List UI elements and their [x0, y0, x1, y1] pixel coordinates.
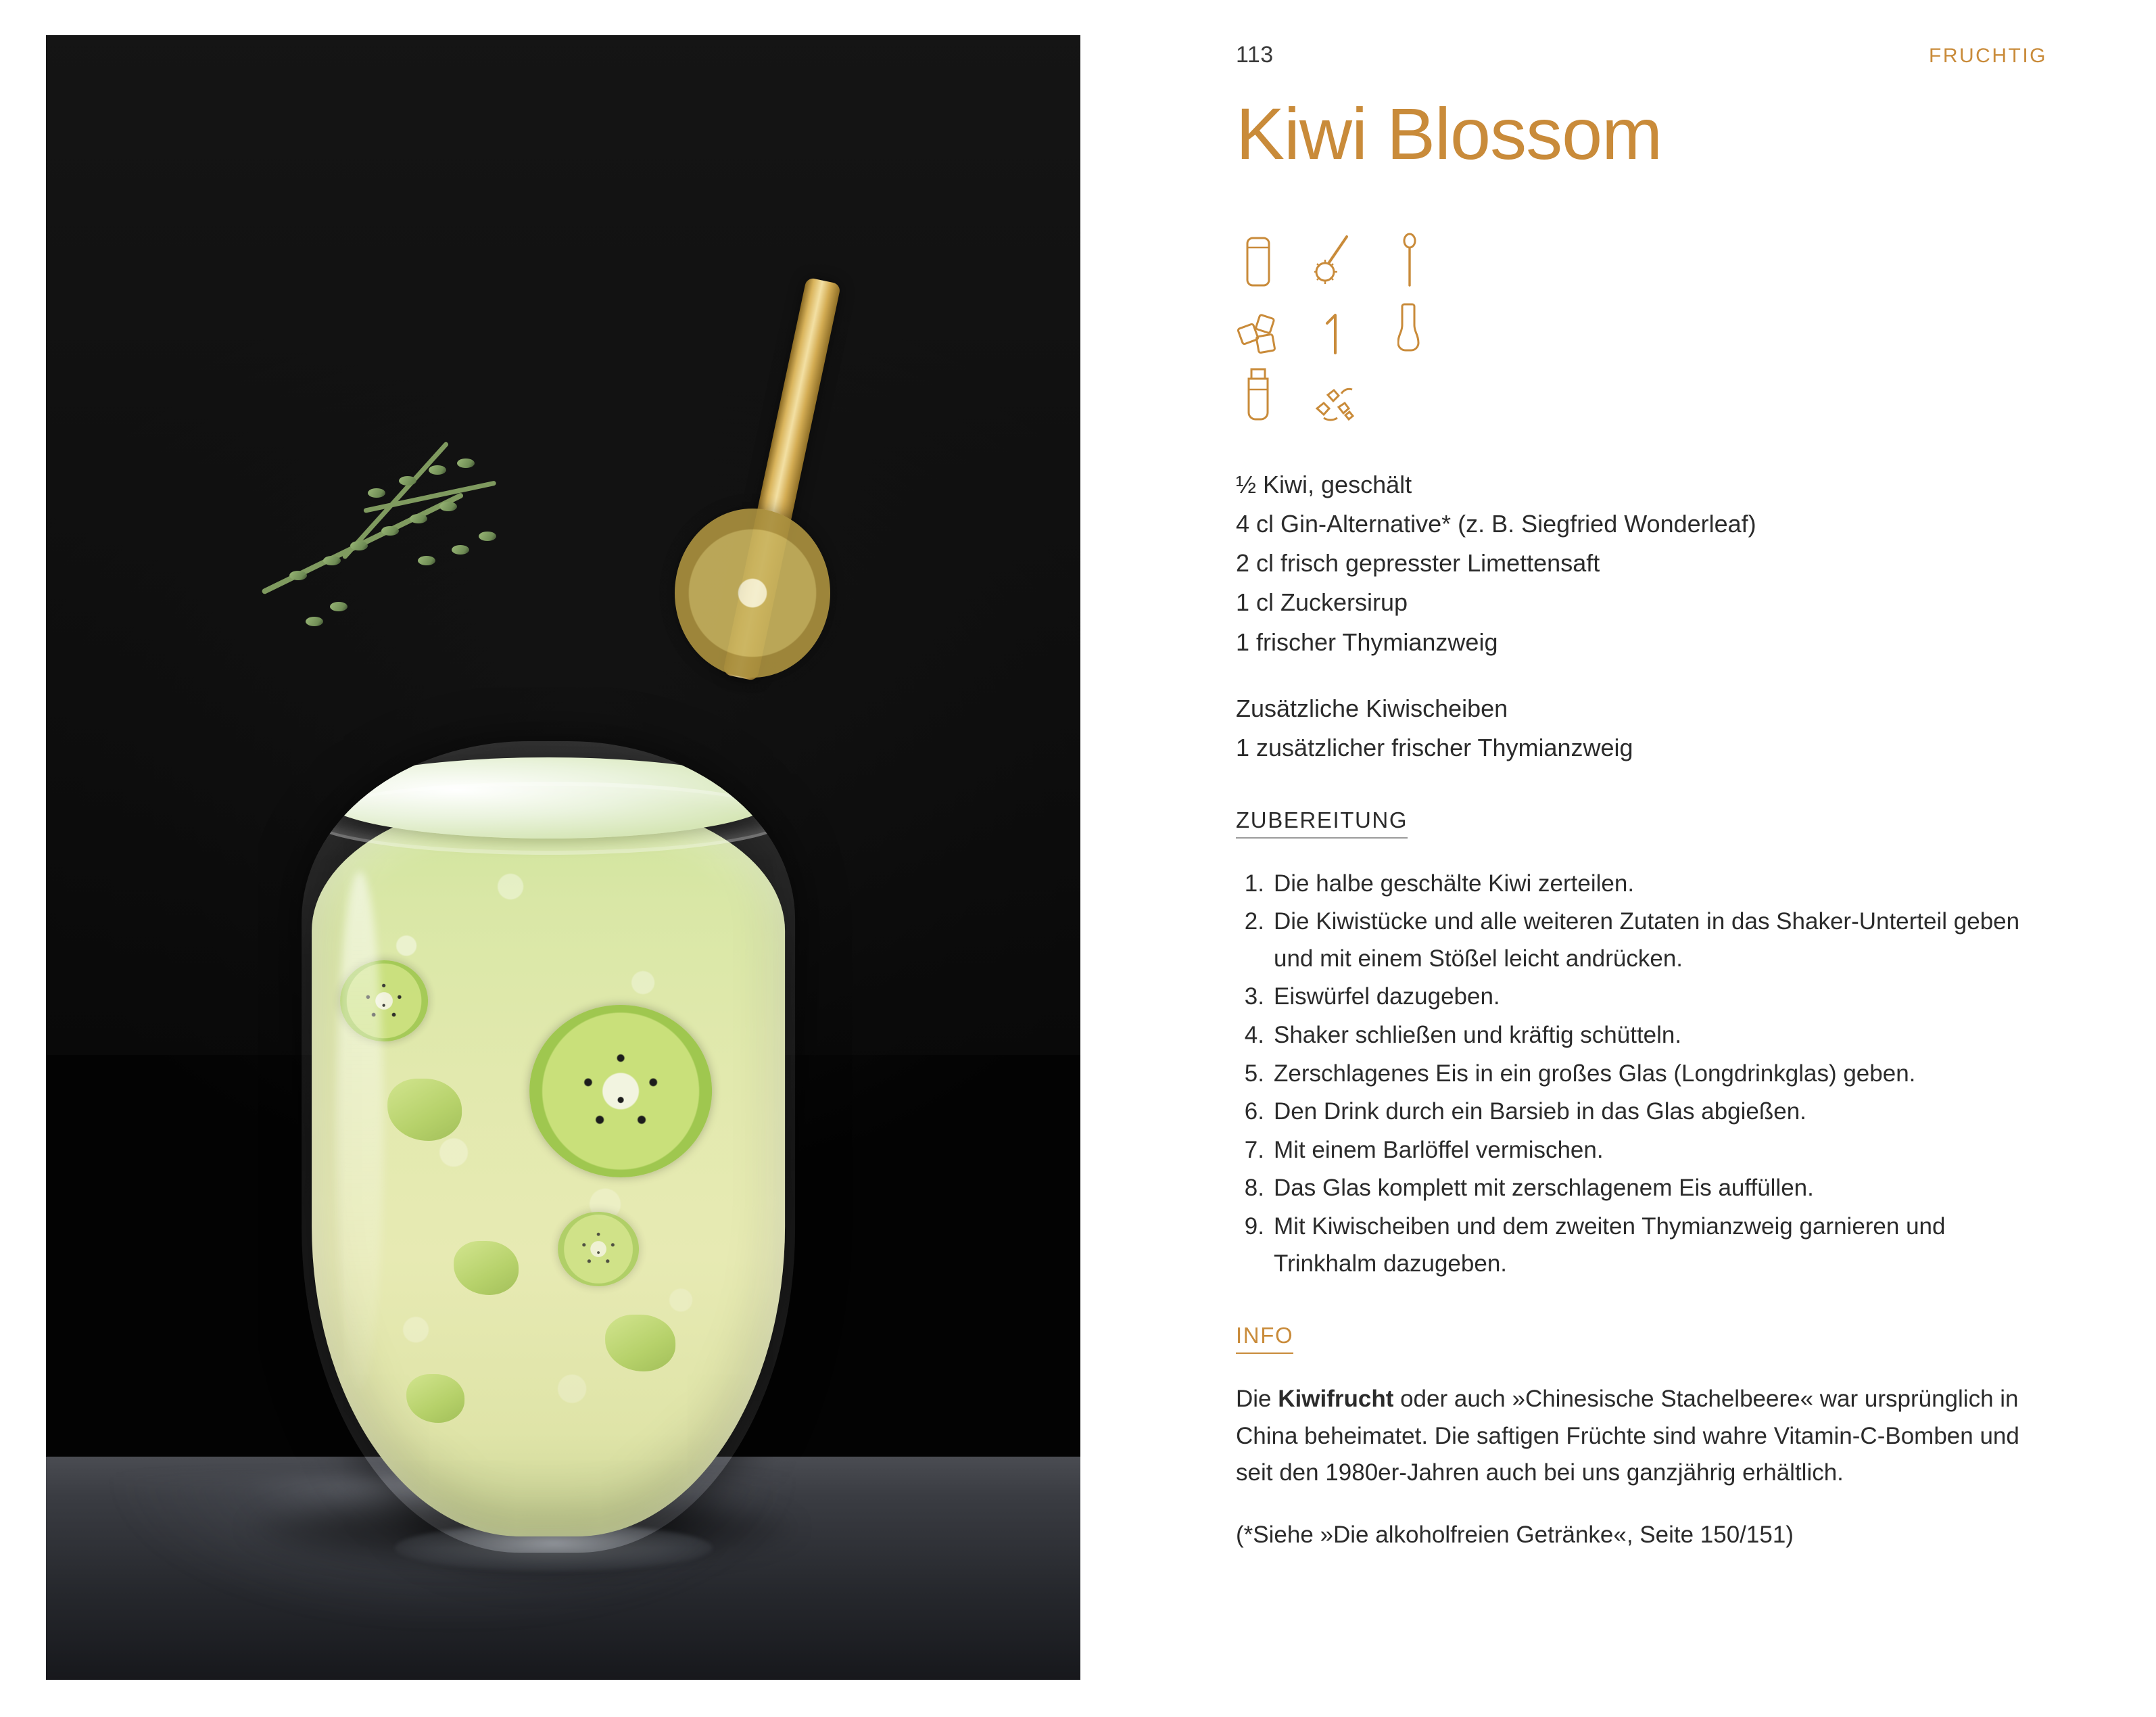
step-number: 7. [1244, 1136, 1264, 1163]
info-bold-term: Kiwifrucht [1278, 1386, 1394, 1413]
preparation-step [1236, 1208, 2047, 1282]
step-text: Die halbe geschälte Kiwi zerteilen. [1274, 870, 1635, 897]
garnish-item: Zusätzliche Kiwischeiben [1236, 695, 1508, 723]
highball-glass-icon [1236, 230, 1280, 288]
muddler-icon [1312, 230, 1356, 288]
ingredient-item: 2 cl frisch gepresster Limettensaft [1236, 549, 1600, 578]
preparation-step [1236, 1170, 2047, 1207]
step-number: 2. [1244, 908, 1264, 935]
shaker-icon [1236, 365, 1280, 423]
page-number: 113 [1236, 42, 1274, 68]
info-body [1236, 1381, 2034, 1492]
preparation-step [1236, 903, 2047, 977]
preparation-step [1236, 979, 2047, 1016]
equipment-icon-grid [1236, 220, 1439, 423]
preparation-step [1236, 1056, 2047, 1093]
glass-rim [306, 782, 790, 855]
ice-cubes-icon [1236, 298, 1280, 356]
dried-kiwi-garnish [675, 509, 830, 678]
step-text: Das Glas komplett mit zerschlagenem Eis auffüllen. [1274, 1175, 1814, 1202]
step-text: Mit Kiwischeiben und dem zweiten Thymianzweig garnieren und Trinkhalm dazugeben. [1274, 1213, 1946, 1277]
thyme-sprig-garnish [249, 387, 600, 671]
step-text: Eiswürfel dazugeben. [1274, 983, 1500, 1010]
serving-count-1-icon [1312, 298, 1356, 356]
step-number: 9. [1244, 1213, 1264, 1240]
ingredient-item: ½ Kiwi, geschält [1236, 470, 1412, 498]
category-label: FRUCHTIG [1929, 45, 2047, 67]
page-header [1236, 42, 2047, 68]
glass-highlight [336, 871, 383, 1390]
preparation-step [1236, 1132, 2047, 1169]
step-number: 6. [1244, 1098, 1264, 1125]
kiwi-slice [558, 1212, 639, 1286]
step-text: Den Drink durch ein Barsieb in das Glas abgießen. [1274, 1098, 1806, 1125]
pestle-icon [1387, 298, 1432, 356]
cocktail-photo [46, 35, 1080, 1680]
cocktail-glass [302, 741, 795, 1553]
info-lead: Die [1236, 1386, 1278, 1413]
step-text: Die Kiwistücke und alle weiteren Zutaten in das Shaker-Unterteil geben und mit einem Stößel leicht andrücken. [1274, 908, 2020, 972]
bar-spoon-icon [1387, 230, 1432, 288]
preparation-step [1236, 1093, 2047, 1131]
step-number: 8. [1244, 1175, 1264, 1202]
garnish-item: 1 zusätzlicher frischer Thymianzweig [1236, 734, 1633, 762]
ingredient-item: 1 frischer Thymianzweig [1236, 628, 1498, 656]
step-text: Shaker schließen und kräftig schütteln. [1274, 1022, 1682, 1049]
preparation-step [1236, 866, 2047, 903]
preparation-step [1236, 1017, 2047, 1054]
ingredients-list [1236, 465, 2047, 663]
step-number: 3. [1244, 983, 1264, 1010]
ingredient-item: 4 cl Gin-Alternative* (z. B. Siegfried Wonderleaf) [1236, 509, 1756, 538]
info-heading: INFO [1236, 1323, 1293, 1354]
preparation-steps [1236, 866, 2047, 1283]
garnish-list [1236, 689, 2047, 768]
footnote: (*Siehe »Die alkoholfreien Getränke«, Seite 150/151) [1236, 1522, 1794, 1549]
step-number: 4. [1244, 1022, 1264, 1049]
preparation-heading: ZUBEREITUNG [1236, 807, 1408, 839]
kiwi-slice [529, 1005, 712, 1177]
step-text: Mit einem Barlöffel vermischen. [1274, 1136, 1604, 1163]
page-title: Kiwi Blossom [1236, 93, 1662, 174]
step-text: Zerschlagenes Eis in ein großes Glas (Longdrinkglas) geben. [1274, 1060, 1916, 1087]
step-number: 5. [1244, 1060, 1264, 1087]
ingredient-item: 1 cl Zuckersirup [1236, 588, 1408, 617]
step-number: 1. [1244, 870, 1264, 897]
info-rest: oder auch »Chinesische Stachelbeere« war ursprünglich in China beheimatet. Die saftigen Früchte sind wahre Vitamin-C-Bomben und seit den 1980er-Jahren auch bei uns ganzjährig erhältlich. [1236, 1386, 2019, 1486]
crushed-ice-icon [1312, 365, 1356, 423]
text-page [1161, 0, 2156, 1717]
